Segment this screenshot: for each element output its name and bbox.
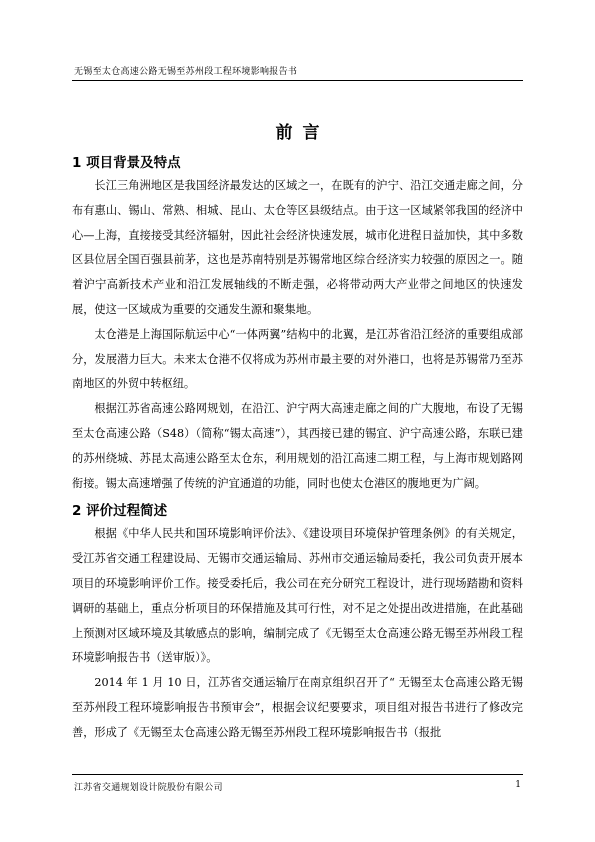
header-divider: [72, 80, 523, 81]
section-1-paragraph-1: 长江三角洲地区是我国经济最发达的区域之一，在既有的沪宁、沿江交通走廊之间，分布有惠山、锡山、常熟、相城、昆山、太仓等区县级结点。由于这一区域紧邻我国的经济中心—上海，直接接受其经济辐射，因此社会经济快速发展，城市化进程日益加快，其中多数区县位居全国百强县前茅，这也是苏南特别是苏锡常地区综合经济实力较强的原因之一。随着沪宁高新技术产业和沿江发展轴线的不断走强，必将带动两大产业带之间地区的快速发展，使这一区域成为重要的交通发生源和聚集地。: [72, 179, 523, 316]
footer-divider: [72, 774, 523, 775]
section-2-paragraph-1: 根据《中华人民共和国环境影响评价法》、《建设项目环境保护管理条例》的有关规定，受江苏省交通工程建设局、无锡市交通运输局、苏州市交通运输局委托，我公司负责开展本项目的环境影响评价工作。接受委托后，我公司在充分研究工程设计，进行现场踏勘和资料调研的基础上，重点分析项目的环保措施及其可行性，对不足之处提出改进措施，在此基础上预测对区域环境及其敏感点的影响，编制完成了《无锡至太仓高速公路无锡至苏州段工程环境影响报告书（送审版）》。: [72, 527, 523, 665]
page-number: 1: [515, 780, 521, 790]
running-header: 无锡至太仓高速公路无锡至苏州段工程环境影响报告书: [74, 67, 298, 77]
footer-company: 江苏省交通规划设计院股份有限公司: [74, 783, 223, 793]
section-heading-1: 1 项目背景及特点: [72, 155, 181, 171]
section-2-paragraph-2: 2014 年 1 月 10 日，江苏省交通运输厅在南京组织召开了“ 无锡至太仓高速公路无锡至苏州段工程环境影响报告书预审会”，根据会议纪要要求，项目组对报告书进行了修改完善，形成了《无锡至太仓高速公路无锡至苏州段工程环境影响报告书（报批: [72, 676, 523, 739]
section-heading-2: 2 评价过程简述: [72, 503, 168, 520]
section-1-paragraph-2: 太仓港是上海国际航运中心“一体两翼”结构中的北翼，是江苏省沿江经济的重要组成部分，发展潜力巨大。未来太仓港不仅将成为苏州市最主要的对外港口，也将是苏锡常乃至苏南地区的外贸中转枢纽。: [72, 327, 523, 391]
page-title: 前言: [275, 123, 330, 143]
main-content: [72, 152, 523, 746]
section-1-paragraph-3: 根据江苏省高速公路网规划，在沿江、沪宁两大高速走廊之间的广大腹地，布设了无锡至太仓高速公路（S48）（简称“锡太高速”），其西接已建的锡宜、沪宁高速公路，东联已建的苏州绕城、苏昆太高速公路至太仓东，利用规划的沿江高速二期工程，与上海市规划路网衔接。锡太高速增强了传统的沪宜通道的功能，同时也使太仓港区的腹地更为广阔。: [72, 402, 523, 490]
